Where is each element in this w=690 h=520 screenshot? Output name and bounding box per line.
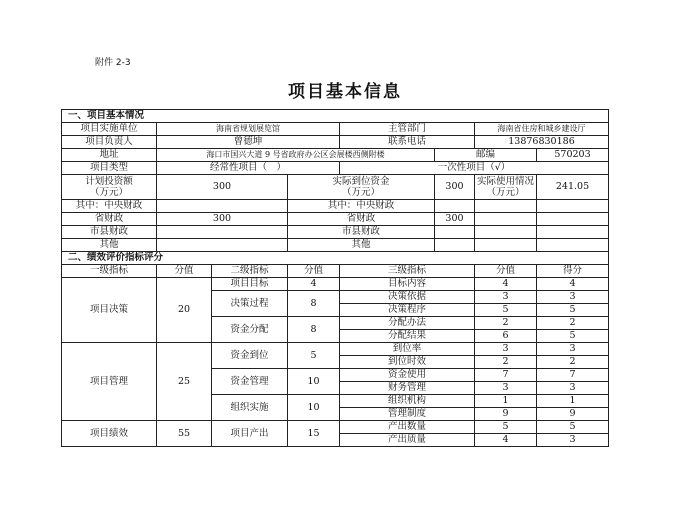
score-cell: 2: [537, 356, 609, 369]
l3-cell: 分配结果: [340, 330, 475, 343]
l3-cell: 产出质量: [340, 434, 475, 447]
province-plan: 300: [157, 213, 288, 226]
central-label-2: 其中：中央财政: [288, 200, 435, 213]
s3-cell: 4: [475, 434, 537, 447]
central-plan: [157, 200, 288, 213]
province-used: [537, 213, 609, 226]
central-used: [537, 200, 609, 213]
score-cell: 5: [537, 304, 609, 317]
zip-value: 570203: [537, 149, 609, 162]
onetime-type: 一次性项目（√）: [340, 162, 609, 175]
phone-label: 联系电话: [340, 136, 475, 149]
section1-heading: 一、项目基本情况: [62, 110, 609, 123]
plan-unit: （万元）: [89, 187, 128, 198]
other-label-1: 其他: [62, 239, 157, 252]
province-used-label: [475, 213, 537, 226]
score-cell: 3: [537, 434, 609, 447]
city-used-label: [475, 226, 537, 239]
header-l1: 一级指标: [62, 265, 157, 278]
header-s2: 分值: [288, 265, 340, 278]
city-plan: [157, 226, 288, 239]
actual-value: 300: [435, 175, 475, 200]
s2-cell: 15: [288, 421, 340, 447]
s2-cell: 8: [288, 291, 340, 317]
l3-cell: 目标内容: [340, 278, 475, 291]
l3-cell: 产出数量: [340, 421, 475, 434]
l3-cell: 资金使用: [340, 369, 475, 382]
s1-management: 25: [157, 343, 212, 421]
s2-cell: 5: [288, 343, 340, 369]
plan-label-text: 计划投资额: [85, 176, 133, 187]
score-cell: 7: [537, 369, 609, 382]
l2-cell: 资金到位: [212, 343, 288, 369]
other-label-2: 其他: [288, 239, 435, 252]
header-s3: 分值: [475, 265, 537, 278]
l1-decision: 项目决策: [62, 278, 157, 343]
dept-value: 海南省住房和城乡建设厅: [475, 123, 609, 136]
l2-cell: 资金分配: [212, 317, 288, 343]
central-used-label: [475, 200, 537, 213]
s3-cell: 5: [475, 421, 537, 434]
actual-label: [288, 175, 435, 200]
s2-cell: 10: [288, 369, 340, 395]
score-cell: 3: [537, 291, 609, 304]
s1-decision: 20: [157, 278, 212, 343]
address-label: 地址: [62, 149, 157, 162]
s3-cell: 2: [475, 356, 537, 369]
l3-cell: 财务管理: [340, 382, 475, 395]
unit-value: 海南省规划展览馆: [157, 123, 340, 136]
dept-label: 主管部门: [340, 123, 475, 136]
l3-cell: 决策程序: [340, 304, 475, 317]
s3-cell: 3: [475, 291, 537, 304]
s3-cell: 6: [475, 330, 537, 343]
score-cell: 5: [537, 330, 609, 343]
plan-value: 300: [157, 175, 288, 200]
central-label-1: 其中：中央财政: [62, 200, 157, 213]
used-label-text: 实际使用情况: [477, 176, 535, 187]
province-label-2: 省财政: [288, 213, 435, 226]
used-unit: （万元）: [486, 187, 525, 198]
s3-cell: 5: [475, 304, 537, 317]
page-title: 项目基本信息: [288, 82, 402, 102]
actual-unit: （万元）: [341, 187, 380, 198]
other-actual: [435, 239, 475, 252]
phone-value: 13876830186: [475, 136, 609, 149]
s3-cell: 4: [475, 278, 537, 291]
s1-performance: 55: [157, 421, 212, 447]
plan-label: [62, 175, 157, 200]
l3-cell: 到位时效: [340, 356, 475, 369]
zip-label: 邮编: [435, 149, 537, 162]
s3-cell: 3: [475, 343, 537, 356]
address-value: 海口市国兴大道 9 号省政府办公区会展楼西侧附楼: [157, 149, 435, 162]
header-s1: 分值: [157, 265, 212, 278]
l3-cell: 组织机构: [340, 395, 475, 408]
l3-cell: 到位率: [340, 343, 475, 356]
attachment-label: 附件 2-3: [95, 58, 131, 68]
l3-cell: 决策依据: [340, 291, 475, 304]
city-label-1: 市县财政: [62, 226, 157, 239]
used-label: [475, 175, 537, 200]
header-l3: 三级指标: [340, 265, 475, 278]
owner-label: 项目负责人: [62, 136, 157, 149]
score-cell: 3: [537, 343, 609, 356]
city-used: [537, 226, 609, 239]
s3-cell: 3: [475, 382, 537, 395]
other-used: [537, 239, 609, 252]
province-actual: 300: [435, 213, 475, 226]
section2-heading: 二、绩效评价指标评分: [62, 252, 609, 265]
s3-cell: 1: [475, 395, 537, 408]
used-value: 241.05: [537, 175, 609, 200]
l2-cell: 资金管理: [212, 369, 288, 395]
score-cell: 4: [537, 278, 609, 291]
s3-cell: 9: [475, 408, 537, 421]
l2-cell: 决策过程: [212, 291, 288, 317]
score-cell: 1: [537, 395, 609, 408]
other-plan: [157, 239, 288, 252]
l1-performance: 项目绩效: [62, 421, 157, 447]
recurring-type: 经常性项目（ ）: [157, 162, 340, 175]
province-label-1: 省财政: [62, 213, 157, 226]
header-l2: 二级指标: [212, 265, 288, 278]
type-label: 项目类型: [62, 162, 157, 175]
project-info-table: [61, 109, 609, 447]
s3-cell: 2: [475, 317, 537, 330]
s2-cell: 8: [288, 317, 340, 343]
unit-label: 项目实施单位: [62, 123, 157, 136]
owner-value: 曾德坤: [157, 136, 340, 149]
l2-cell: 组织实施: [212, 395, 288, 421]
central-actual: [435, 200, 475, 213]
s2-cell: 4: [288, 278, 340, 291]
s3-cell: 7: [475, 369, 537, 382]
score-cell: 2: [537, 317, 609, 330]
l1-management: 项目管理: [62, 343, 157, 421]
city-label-2: 市县财政: [288, 226, 435, 239]
actual-label-text: 实际到位资金: [332, 176, 390, 187]
score-cell: 3: [537, 382, 609, 395]
l3-cell: 分配办法: [340, 317, 475, 330]
l3-cell: 管理制度: [340, 408, 475, 421]
other-used-label: [475, 239, 537, 252]
header-score: 得分: [537, 265, 609, 278]
l2-cell: 项目产出: [212, 421, 288, 447]
score-cell: 9: [537, 408, 609, 421]
score-cell: 5: [537, 421, 609, 434]
l2-cell: 项目目标: [212, 278, 288, 291]
s2-cell: 10: [288, 395, 340, 421]
city-actual: [435, 226, 475, 239]
